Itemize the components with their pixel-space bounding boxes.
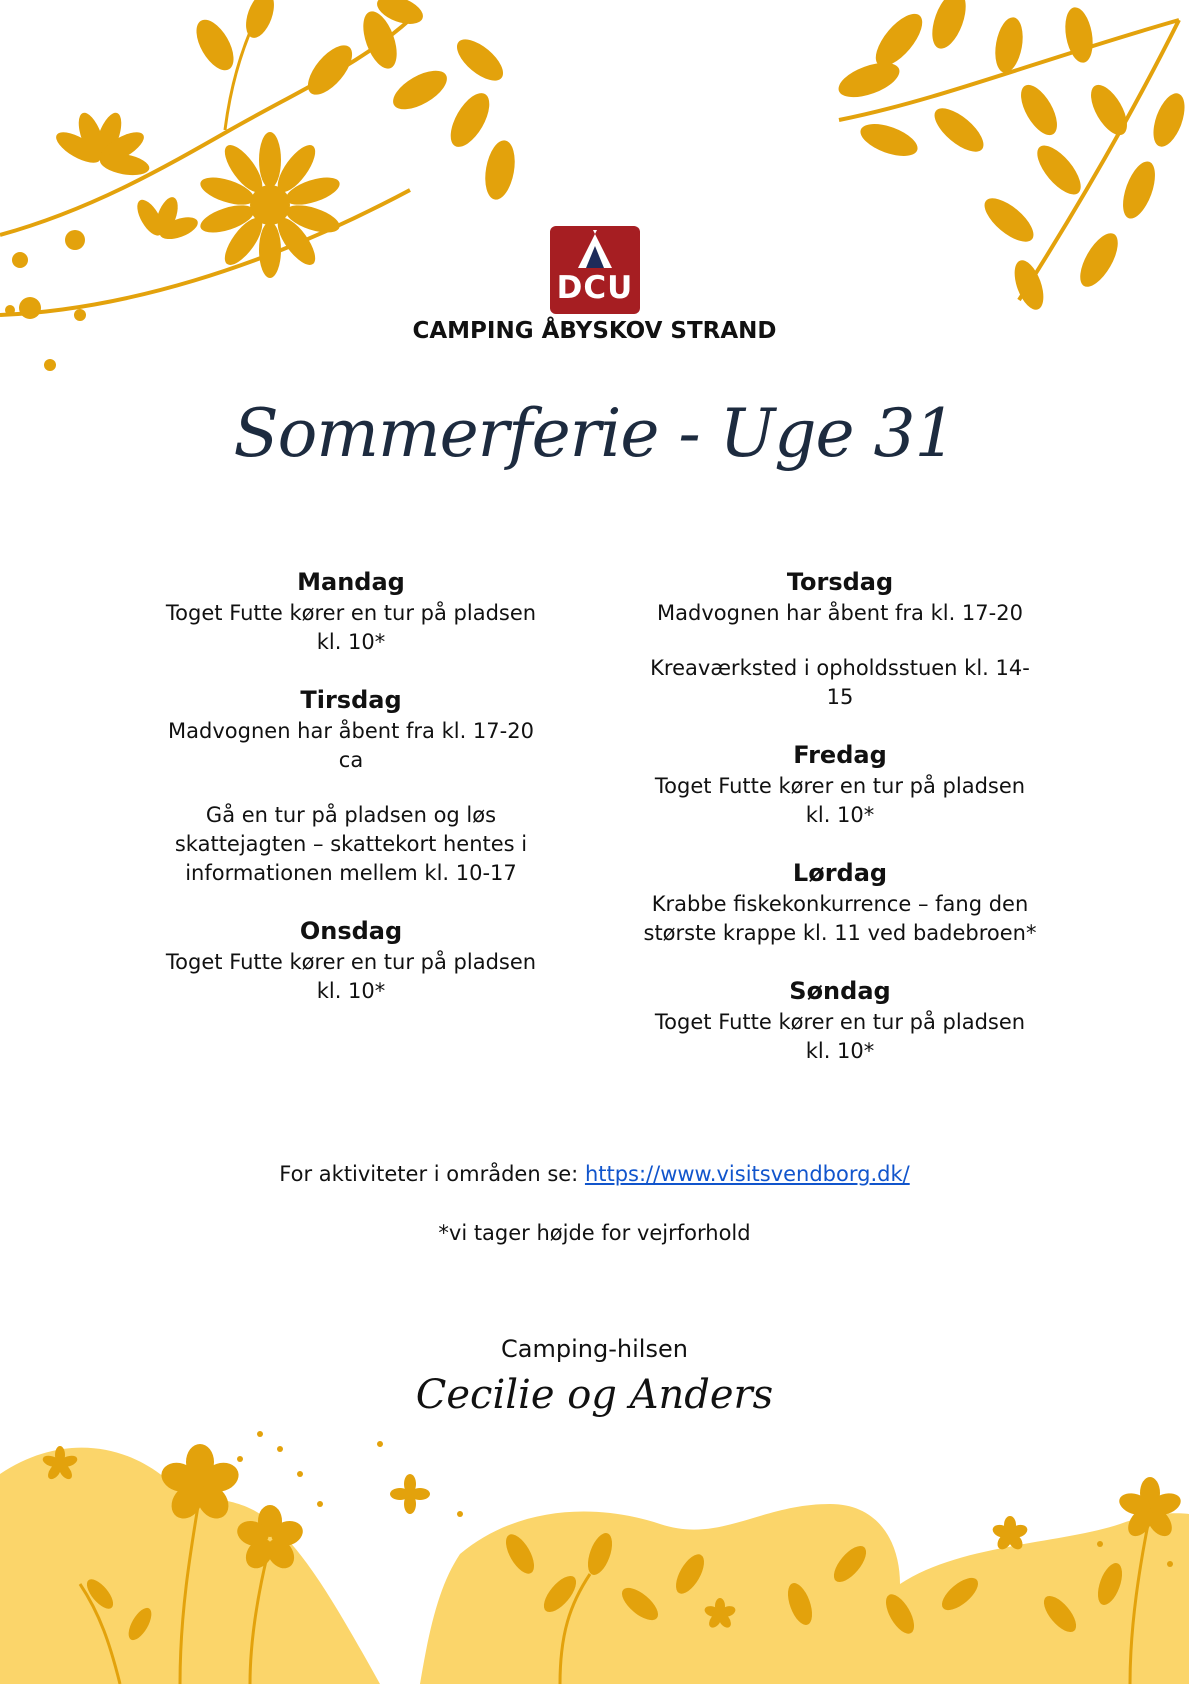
flower-meadow-icon <box>0 1414 1189 1684</box>
day-block-onsdag <box>136 914 566 1006</box>
activity-line: kl. 10* <box>316 630 386 654</box>
day-name: Fredag <box>793 741 887 769</box>
activities-link[interactable]: https://www.visitsvendborg.dk/ <box>584 1162 910 1186</box>
day-name: Onsdag <box>299 917 403 945</box>
day-block-mandag <box>136 565 566 657</box>
schedule-right-column <box>625 565 1055 1092</box>
schedule-left-column <box>136 565 566 1032</box>
activity-line: Toget Futte kører en tur på pladsen <box>165 601 537 625</box>
activity-line: ca <box>338 748 364 772</box>
activity-line: Toget Futte kører en tur på pladsen <box>654 774 1026 798</box>
activity-line: 15 <box>826 685 854 709</box>
activity-line: Toget Futte kører en tur på pladsen <box>654 1010 1026 1034</box>
activities-text: For aktiviteter i områden se: <box>279 1162 585 1186</box>
day-block-søndag <box>625 974 1055 1066</box>
org-name: CAMPING ÅBYSKOV STRAND <box>412 318 777 344</box>
activity-line: skattejagten – skattekort hentes i <box>174 832 528 856</box>
day-block-lørdag <box>625 856 1055 948</box>
activity-line: informationen mellem kl. 10-17 <box>185 861 517 885</box>
activity-line: kl. 10* <box>805 1039 875 1063</box>
leaf-branch-icon <box>809 0 1189 320</box>
spacer <box>625 628 1055 654</box>
activity-line: kl. 10* <box>316 979 386 1003</box>
day-name: Tirsdag <box>300 686 402 714</box>
day-name: Torsdag <box>786 568 894 596</box>
day-block-fredag <box>625 738 1055 830</box>
activity-line: kl. 10* <box>805 803 875 827</box>
spacer <box>136 775 566 801</box>
day-block-tirsdag <box>136 683 566 888</box>
day-name: Mandag <box>297 568 405 596</box>
day-name: Søndag <box>789 977 891 1005</box>
activity-line: Gå en tur på pladsen og løs <box>205 803 497 827</box>
activity-line: Krabbe fiskekonkurrence – fang den <box>651 892 1029 916</box>
signature: Cecilie og Anders <box>415 1372 774 1418</box>
day-name: Lørdag <box>792 859 888 887</box>
activities-line <box>0 1162 1189 1186</box>
dcu-logo <box>550 226 640 314</box>
activity-line: største krappe kl. 11 ved badebroen* <box>643 921 1037 945</box>
activity-line: Toget Futte kører en tur på pladsen <box>165 950 537 974</box>
activity-line: Kreaværksted i opholdsstuen kl. 14- <box>650 656 1030 680</box>
day-block-torsdag <box>625 565 1055 712</box>
activity-line: Madvognen har åbent fra kl. 17-20 <box>168 719 534 743</box>
greeting: Camping-hilsen <box>501 1335 688 1363</box>
weather-note: *vi tager højde for vejrforhold <box>438 1221 751 1245</box>
activity-line: Madvognen har åbent fra kl. 17-20 <box>657 601 1023 625</box>
page-title: Sommerferie - Uge 31 <box>233 395 956 472</box>
logo-text: DCU <box>556 270 634 306</box>
